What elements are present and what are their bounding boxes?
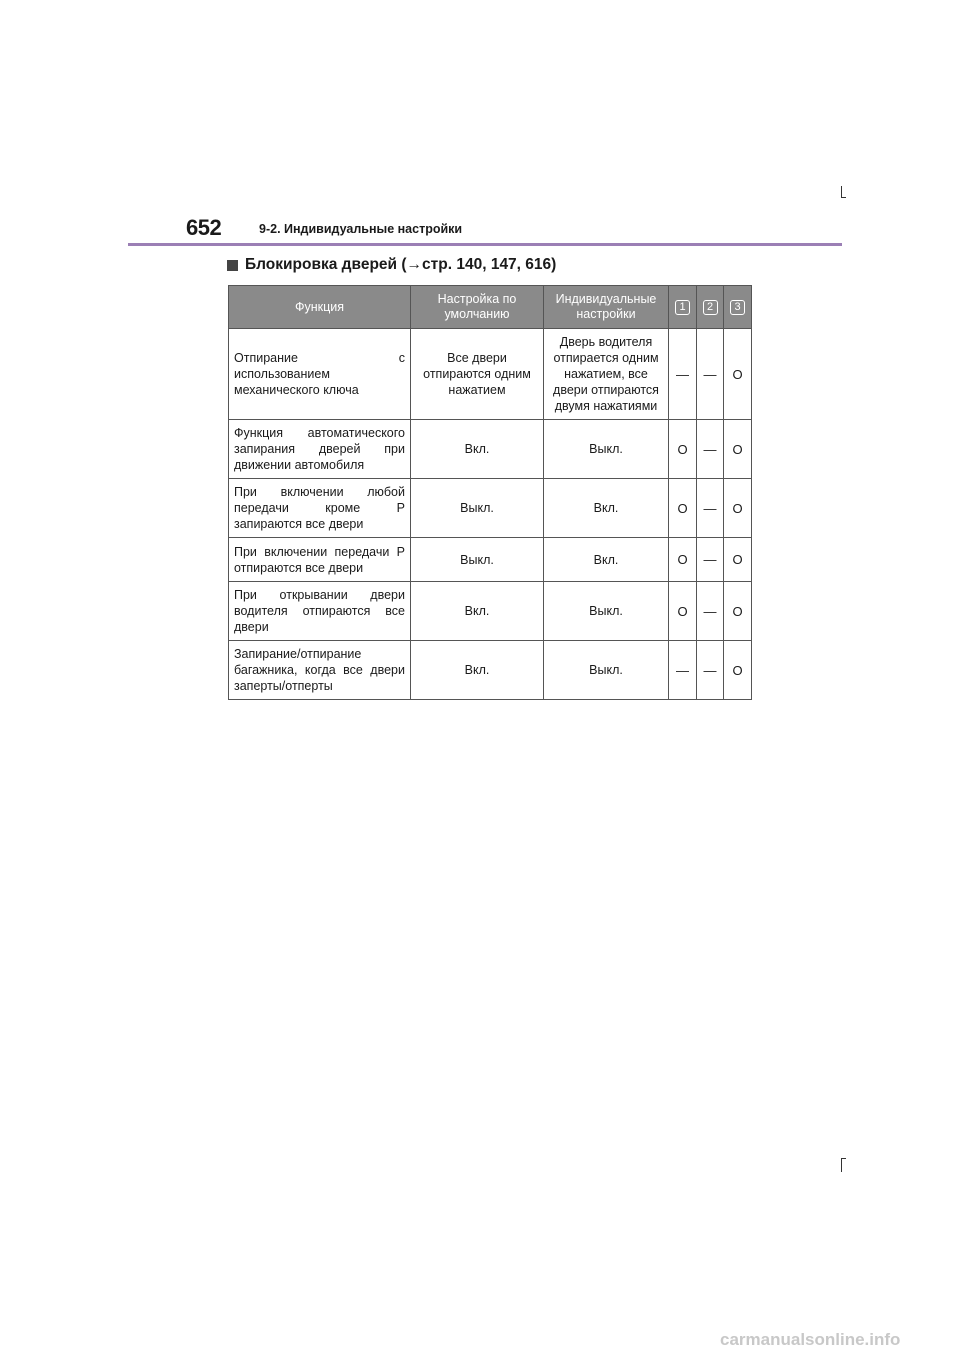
cell-function: При включении передачи P отпираются все двери [229,538,411,582]
header-col-2 [697,286,724,329]
cell-function: Функция автоматического запирания дверей при движении автомобиля [229,420,411,479]
table-row [229,479,752,538]
cell-function: При открывании двери водителя отпираются все двери [229,582,411,641]
cell-c1: O [669,538,697,582]
table-row [229,420,752,479]
cell-custom: Вкл. [544,538,669,582]
number-3-icon: 3 [730,300,745,315]
cell-custom: Вкл. [544,479,669,538]
cell-c2: — [697,420,724,479]
chapter-header: 9-2. Индивидуальные настройки [259,222,463,236]
cell-c2: — [697,641,724,700]
header-col-3 [724,286,752,329]
settings-table [228,285,752,700]
cell-c3: O [724,420,752,479]
header-default: Настройка по умолчанию [411,286,544,329]
cell-c1: — [669,329,697,420]
page-number: 652 [186,215,222,240]
header-col-1 [669,286,697,329]
cell-c1: O [669,420,697,479]
cell-c1: O [669,479,697,538]
section-title-text: Блокировка дверей (→стр. 140, 147, 616) [245,256,557,273]
cell-default: Выкл. [411,479,544,538]
header-custom: Индивидуальные настройки [544,286,669,329]
cell-default: Все двери отпираются одним нажатием [411,329,544,420]
section-title [227,256,556,274]
cell-function: Отпирание с использованием механического ключа [229,329,411,420]
crop-mark [841,1158,846,1159]
cell-default: Вкл. [411,582,544,641]
cell-c3: O [724,479,752,538]
cell-c2: — [697,329,724,420]
cell-custom: Выкл. [544,641,669,700]
table-row [229,582,752,641]
cell-c2: — [697,538,724,582]
cell-custom: Выкл. [544,420,669,479]
cell-c3: O [724,329,752,420]
square-bullet-icon [227,260,238,271]
cell-custom: Дверь водителя отпирается одним нажатием, все двери отпираются двумя нажатиями [544,329,669,420]
table-row [229,538,752,582]
cell-c3: O [724,641,752,700]
cell-default: Вкл. [411,420,544,479]
cell-c2: — [697,582,724,641]
cell-function: При включении любой передачи кроме P запираются все двери [229,479,411,538]
header-rule [128,243,842,246]
table-row [229,329,752,420]
crop-mark [841,1158,842,1172]
cell-default: Выкл. [411,538,544,582]
cell-default: Вкл. [411,641,544,700]
cell-c2: — [697,479,724,538]
number-2-icon: 2 [703,300,718,315]
cell-function: Запирание/отпирание багажника, когда все двери заперты/отперты [229,641,411,700]
cell-c3: O [724,538,752,582]
cell-c1: O [669,582,697,641]
cell-custom: Выкл. [544,582,669,641]
crop-mark [841,197,846,198]
watermark: carmanualsonline.info [720,1330,901,1349]
cell-c3: O [724,582,752,641]
table-header-row [229,286,752,329]
table-row [229,641,752,700]
header-function: Функция [229,286,411,329]
cell-c1: — [669,641,697,700]
number-1-icon: 1 [675,300,690,315]
